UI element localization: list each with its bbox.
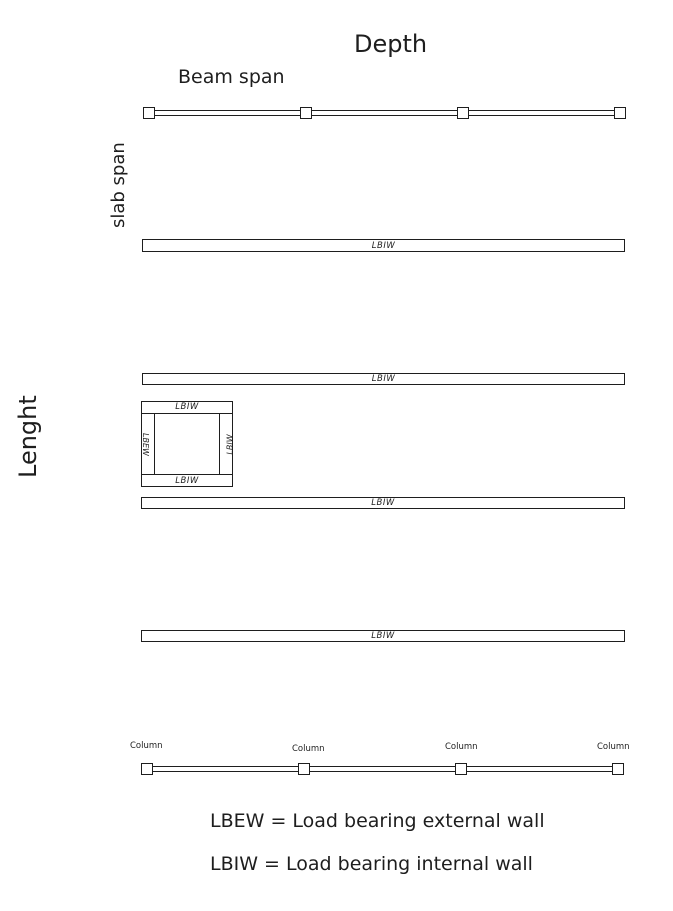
bottom-beam-segment-2 (310, 766, 456, 772)
top-column-node-3 (457, 107, 469, 119)
top-beam-segment-1 (155, 110, 301, 116)
lbiw-wall-1 (142, 239, 625, 252)
top-column-node-1 (143, 107, 155, 119)
column-label-4: Column (597, 742, 630, 752)
top-column-node-2 (300, 107, 312, 119)
lbiw-wall-2-label: LBIW (371, 374, 396, 384)
bottom-beam-segment-1 (153, 766, 299, 772)
room-box-top-label: LBIW (175, 402, 199, 412)
bottom-column-node-3 (455, 763, 467, 775)
legend-lbiw: LBIW = Load bearing internal wall (210, 853, 533, 875)
lbiw-wall-3 (141, 497, 625, 509)
bottom-column-node-2 (298, 763, 310, 775)
depth-title: Depth (354, 30, 428, 58)
room-box-right-label: LBIW (225, 434, 235, 455)
length-label: Lenght (14, 395, 42, 478)
beam-span-label: Beam span (178, 66, 285, 88)
lbiw-wall-4-label: LBIW (371, 631, 395, 641)
lbiw-wall-1-label: LBIW (371, 241, 396, 251)
column-label-3: Column (445, 742, 478, 752)
legend-lbew: LBEW = Load bearing external wall (210, 810, 545, 832)
lbiw-wall-4 (141, 630, 625, 642)
top-beam-segment-3 (469, 110, 615, 116)
column-label-2: Column (292, 744, 325, 754)
lbiw-wall-2 (142, 373, 625, 385)
room-box-bottom-label: LBIW (175, 475, 199, 486)
bottom-column-node-4 (612, 763, 624, 775)
room-box-right-inner-edge (219, 413, 220, 475)
room-box-left-label: LBEW (140, 433, 150, 456)
top-beam-segment-2 (312, 110, 458, 116)
top-column-node-4 (614, 107, 626, 119)
room-box (141, 401, 233, 487)
bottom-beam-segment-3 (467, 766, 613, 772)
slab-span-label: slab span (108, 142, 129, 228)
lbiw-wall-3-label: LBIW (371, 498, 395, 508)
room-box-left-inner-edge (154, 413, 155, 475)
column-label-1: Column (130, 741, 163, 751)
bottom-column-node-1 (141, 763, 153, 775)
